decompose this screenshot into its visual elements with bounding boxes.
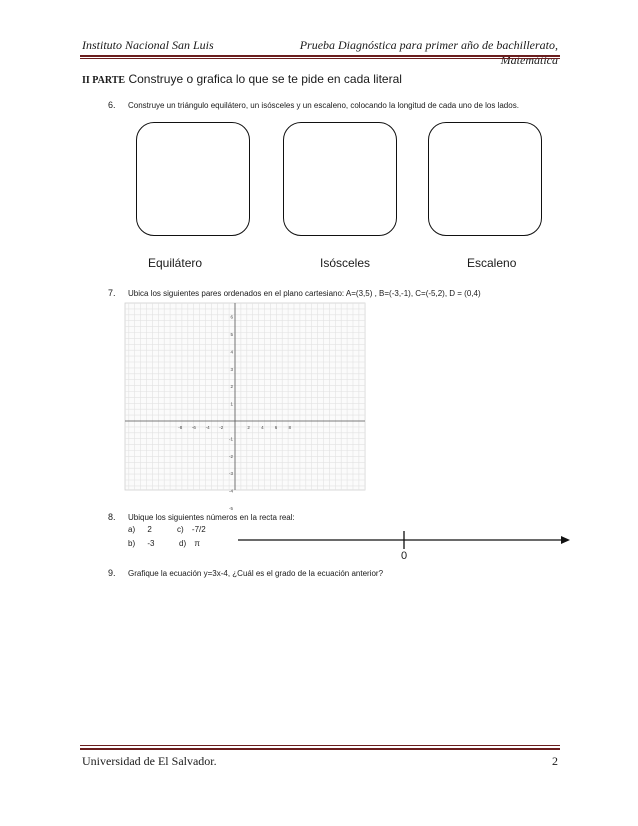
q8-item-b-letter: b) [128, 539, 136, 548]
footer-rule [80, 748, 560, 750]
y-tick-label: -4 [228, 488, 233, 494]
part-instruction: Construye o grafica lo que se te pide en cada literal [128, 72, 402, 86]
q6-text: Construye un triángulo equilátero, un isósceles y un escaleno, colocando la longitud de cada uno de los lados. [128, 101, 519, 110]
number-line-arrow-icon [561, 536, 570, 544]
x-tick-label: 6 [274, 425, 278, 430]
y-tick-label: -1 [228, 436, 233, 442]
q7-text: Ubica los siguientes pares ordenados en el plano cartesiano: A=(3,5) , B=(-3,-1), C=(-5,2), D = (0,4) [128, 289, 481, 298]
real-number-line[interactable] [238, 528, 570, 548]
y-tick-label: 4 [230, 349, 233, 355]
scalene-label: Escaleno [467, 256, 517, 270]
q8-number: 8. [108, 512, 116, 522]
x-tick-label: -2 [219, 425, 224, 430]
equilateral-drawing-box[interactable] [136, 122, 250, 236]
x-tick-label: 4 [261, 425, 264, 430]
q6-number: 6. [108, 100, 116, 110]
footer-rule-thin [80, 745, 560, 746]
header-institution: Instituto Nacional San Luis [82, 38, 214, 52]
equilateral-label: Equilátero [148, 256, 203, 270]
x-tick-label: -8 [178, 425, 183, 430]
header-title: Prueba Diagnóstica para primer año de bachillerato, Matemática [299, 38, 558, 67]
q9-number: 9. [108, 568, 116, 578]
zero-label: 0 [401, 550, 408, 562]
part-heading [82, 72, 402, 86]
x-tick-label: 8 [288, 425, 292, 430]
x-tick-label: 2 [247, 425, 250, 430]
q8-text: Ubique los siguientes números en la recta real: [128, 513, 295, 522]
q8-item-b [128, 539, 154, 548]
q8-item-a-value: 2 [147, 525, 152, 534]
q9-text: Grafique la ecuación y=3x-4, ¿Cuál es el grado de la ecuación anterior? [128, 569, 384, 578]
q8-item-b-value: -3 [147, 539, 155, 548]
y-tick-label: -3 [228, 471, 233, 477]
cartesian-plane[interactable] [125, 303, 365, 511]
y-tick-label: 5 [230, 332, 233, 337]
q8-item-a-letter: a) [128, 525, 136, 534]
page-number: 2 [552, 754, 558, 768]
q8-item-c-value: -7/2 [191, 525, 206, 534]
q8-item-d [179, 539, 200, 548]
y-tick-label: 3 [230, 366, 233, 372]
header-rule [80, 55, 560, 57]
y-tick-label: 6 [230, 314, 233, 320]
part-label: II PARTE [82, 75, 126, 86]
q7-number: 7. [108, 288, 116, 298]
x-tick-label: -6 [191, 425, 196, 430]
q8-item-d-letter: d) [179, 539, 187, 548]
y-tick-label: -2 [228, 453, 233, 459]
x-tick-label: -4 [205, 425, 210, 430]
y-tick-label: 1 [230, 401, 233, 407]
footer-university: Universidad de El Salvador. [82, 754, 217, 768]
q8-item-c-letter: c) [177, 525, 184, 534]
q8-item-c [177, 525, 206, 534]
y-tick-label: 2 [230, 384, 233, 390]
q8-item-d-value: π [194, 539, 200, 548]
scalene-drawing-box[interactable] [428, 122, 542, 236]
isosceles-drawing-box[interactable] [283, 122, 397, 236]
header-rule-thin [80, 58, 560, 59]
q8-item-a [128, 525, 152, 534]
y-tick-label: -5 [228, 506, 233, 511]
isosceles-label: Isósceles [320, 256, 371, 270]
